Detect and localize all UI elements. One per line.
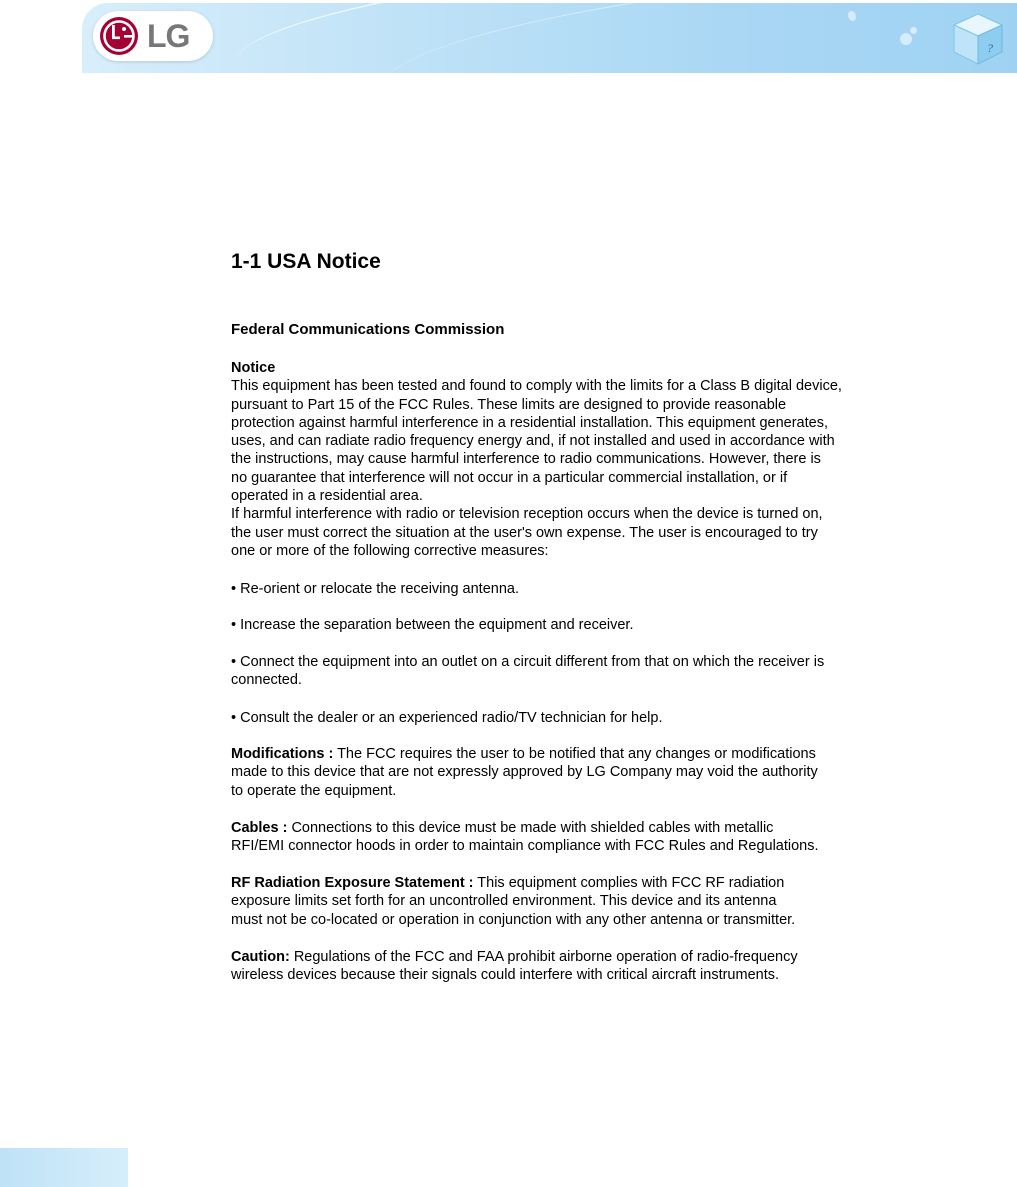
section-heading: 1-1 USA Notice <box>231 250 381 273</box>
notice-line: protection against harmful interference in a residential installation. This equipment generates, <box>231 414 828 431</box>
fcc-title: Federal Communications Commission <box>231 321 505 338</box>
bubble-decoration <box>900 33 912 45</box>
paragraph-text: This equipment complies with FCC RF radiation <box>473 875 785 891</box>
measure-item: • Increase the separation between the equipment and receiver. <box>231 617 634 633</box>
notice-line: This equipment has been tested and found to comply with the limits for a Class B digital device, <box>231 378 842 395</box>
notice-line: If harmful interference with radio or television reception occurs when the device is turned on, <box>231 506 823 523</box>
lg-logo <box>93 11 213 61</box>
notice-line: no guarantee that interference will not occur in a particular commercial installation, or if <box>231 469 788 486</box>
paragraph-text: Regulations of the FCC and FAA prohibit airborne operation of radio-frequency <box>289 949 798 965</box>
brand-wordmark: LG <box>147 18 190 54</box>
paragraph-text: wireless devices because their signals could interfere with critical aircraft instruments. <box>231 967 779 984</box>
notice-section <box>231 359 842 560</box>
cables-paragraph <box>231 819 819 856</box>
notice-title: Notice <box>231 360 276 376</box>
paragraph-text: made to this device that are not expressly approved by LG Company may void the authority <box>231 764 818 781</box>
measure-item <box>231 653 824 690</box>
paragraph-text: The FCC requires the user to be notified that any changes or modifications <box>333 746 816 762</box>
caution-label: Caution: <box>231 949 290 965</box>
paragraph-text: exposure limits set forth for an uncontrolled environment. This device and its antenna <box>231 893 777 910</box>
modifications-label: Modifications : <box>231 746 334 762</box>
paragraph-text: must not be co-located or operation in conjunction with any other antenna or transmitter. <box>231 911 796 928</box>
paragraph-text: to operate the equipment. <box>231 782 397 799</box>
svg-text:?: ? <box>987 41 993 55</box>
lg-face-icon <box>99 16 139 56</box>
measure-item: • Re-orient or relocate the receiving antenna. <box>231 581 519 597</box>
notice-line: the instructions, may cause harmful interference to radio communications. However, there is <box>231 451 821 468</box>
notice-line: pursuant to Part 15 of the FCC Rules. These limits are designed to provide reasonable <box>231 396 787 413</box>
measure-item: • Consult the dealer or an experienced radio/TV technician for help. <box>231 710 663 726</box>
notice-line: one or more of the following corrective measures: <box>231 542 549 559</box>
paragraph-text: Connections to this device must be made with shielded cables with metallic <box>287 820 774 836</box>
notice-line: uses, and can radiate radio frequency energy and, if not installed and used in accordance with <box>231 433 835 450</box>
cables-label: Cables : <box>231 820 288 836</box>
measure-line: • Connect the equipment into an outlet on a circuit different from that on which the receiver is <box>231 654 825 670</box>
rf-label: RF Radiation Exposure Statement : <box>231 875 474 891</box>
sparkle-decoration <box>848 11 856 21</box>
bubble-decoration <box>910 27 917 34</box>
modifications-paragraph <box>231 745 818 800</box>
caution-paragraph <box>231 948 798 985</box>
notice-line: operated in a residential area. <box>231 488 423 505</box>
rf-paragraph <box>231 874 795 929</box>
measure-line: connected. <box>231 672 302 689</box>
paragraph-text: RFI/EMI connector hoods in order to maintain compliance with FCC Rules and Regulations. <box>231 838 819 855</box>
page-footer-tab <box>0 1148 128 1187</box>
help-cube-icon[interactable] <box>952 12 1004 66</box>
notice-line: the user must correct the situation at the user's own expense. The user is encouraged to try <box>231 524 818 541</box>
header-banner <box>82 3 1017 73</box>
